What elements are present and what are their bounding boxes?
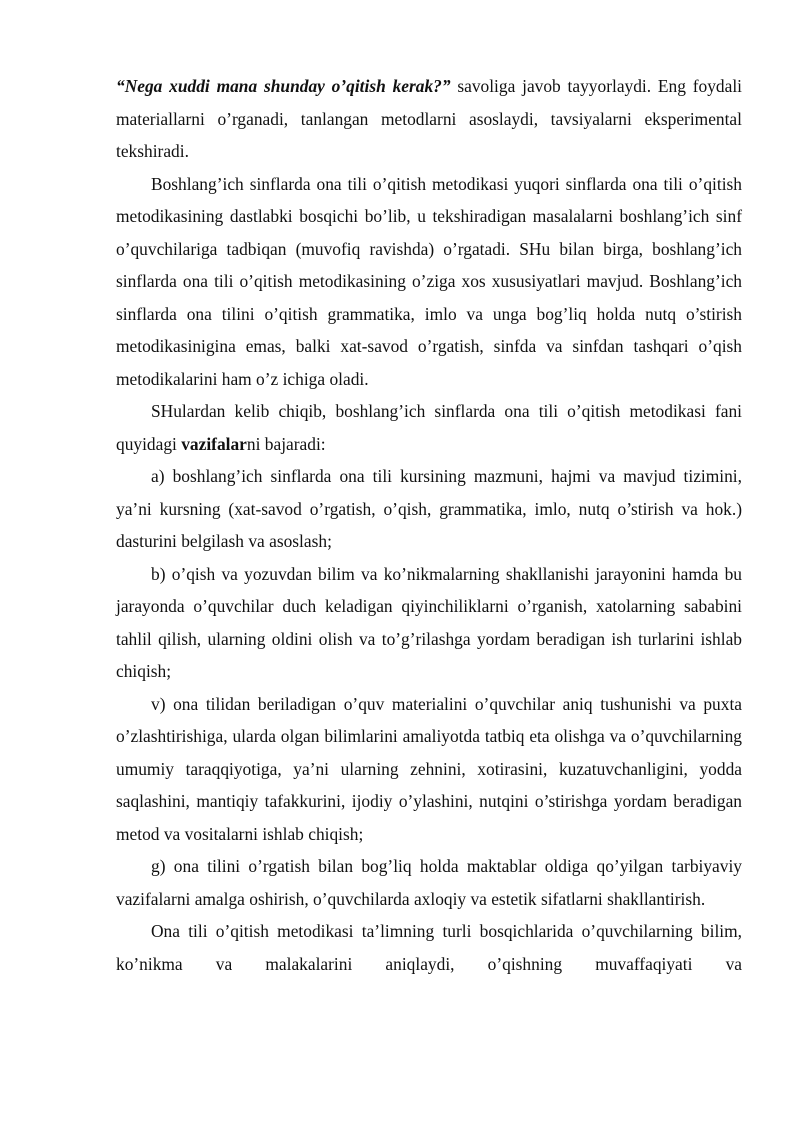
quoted-question: “Nega xuddi mana shunday o’qitish kerak?”: [116, 76, 451, 96]
paragraph-continued: Ona tili o’qitish metodikasi ta’limning turli bosqichlarida o’quvchilarning bilim, ko’nikma va malakalarini aniqlaydi, o’qishning muvaffaqiyati va: [116, 921, 742, 974]
list-item-b: b) o’qish va yozuvdan bilim va ko’nikmalarning shakllanishi jarayonini hamda bu jarayonda o’quvchilar duch keladigan qiyinchiliklarni o’rganish, xatolarning sababini tahlil qilish, ularning oldini olish va to’g’rilashga yordam beradigan ish turlarini ishlab chiqish;: [116, 563, 742, 681]
list-item-v: v) ona tilidan beriladigan o’quv materialini o’quvchilar aniq tushunishi va puxta o’zlashtirishiga, ularda olgan bilimlarini amaliyotda tatbiq eta olishga va o’quvchilarning umumiy taraqqiyotiga, ya’ni ularning zehnini, xotirasini, kuzatuvchanligini, yodda saqlashini, mantiqiy tafakkurini, ijodiy o’ylashini, nutqini o’stirishga yordam beradigan metod va vositalarni ishlab chiqish;: [116, 693, 742, 844]
tasks-keyword: vazifalar: [181, 433, 247, 454]
list-item-a: a) boshlang’ich sinflarda ona tili kursining mazmuni, hajmi va mavjud tizimini, ya’ni kursning (xat-savod o’rgatish, o’qish, grammatika, imlo, nutq o’stirish va hok.) dasturini belgilash va asoslash;: [116, 466, 742, 551]
paragraph-intro: [116, 70, 742, 168]
paragraph-tasks-intro: [116, 395, 742, 460]
list-item-g: g) ona tilini o’rgatish bilan bog’liq holda maktablar oldiga qo’yilgan tarbiyaviy vazifalarni amalga oshirish, o’quvchilarda axloqiy va estetik sifatlarni shakllantirish.: [116, 856, 742, 909]
paragraph-primary-methodology: Boshlang’ich sinflarda ona tili o’qitish metodikasi yuqori sinflarda ona tili o’qitish metodikasining dastlabki bosqichi bo’lib, u tekshiradigan masalalarni boshlang’ich sinf o’quvchilariga tadbiqan (muvofiq ravishda) o’rgatadi. SHu bilan birga, boshlang’ich sinflarda ona tili o’qitish metodikasining o’ziga xos xususiyatlari mavjud. Boshlang’ich sinflarda ona tilini o’qitish grammatika, imlo va unga bog’liq holda nutq o’stirish metodikasinigina emas, balki xat-savod o’rgatish, sinfda va sinfdan tashqari o’qish metodikalarini ham o’z ichiga oladi.: [116, 173, 742, 389]
tasks-intro-after: ni bajaradi:: [246, 433, 326, 454]
paragraph-intro-text: savoliga javob tayyorlaydi. Eng foydali materiallarni o’rganadi, tanlangan metodlarni asoslaydi, tavsiyalarni eksperimental tekshiradi.: [116, 76, 742, 161]
tasks-intro-before: SHulardan kelib chiqib, boshlang’ich sinflarda ona tili o’qitish metodikasi fani quyidagi: [116, 401, 742, 454]
document-page: [116, 70, 742, 980]
